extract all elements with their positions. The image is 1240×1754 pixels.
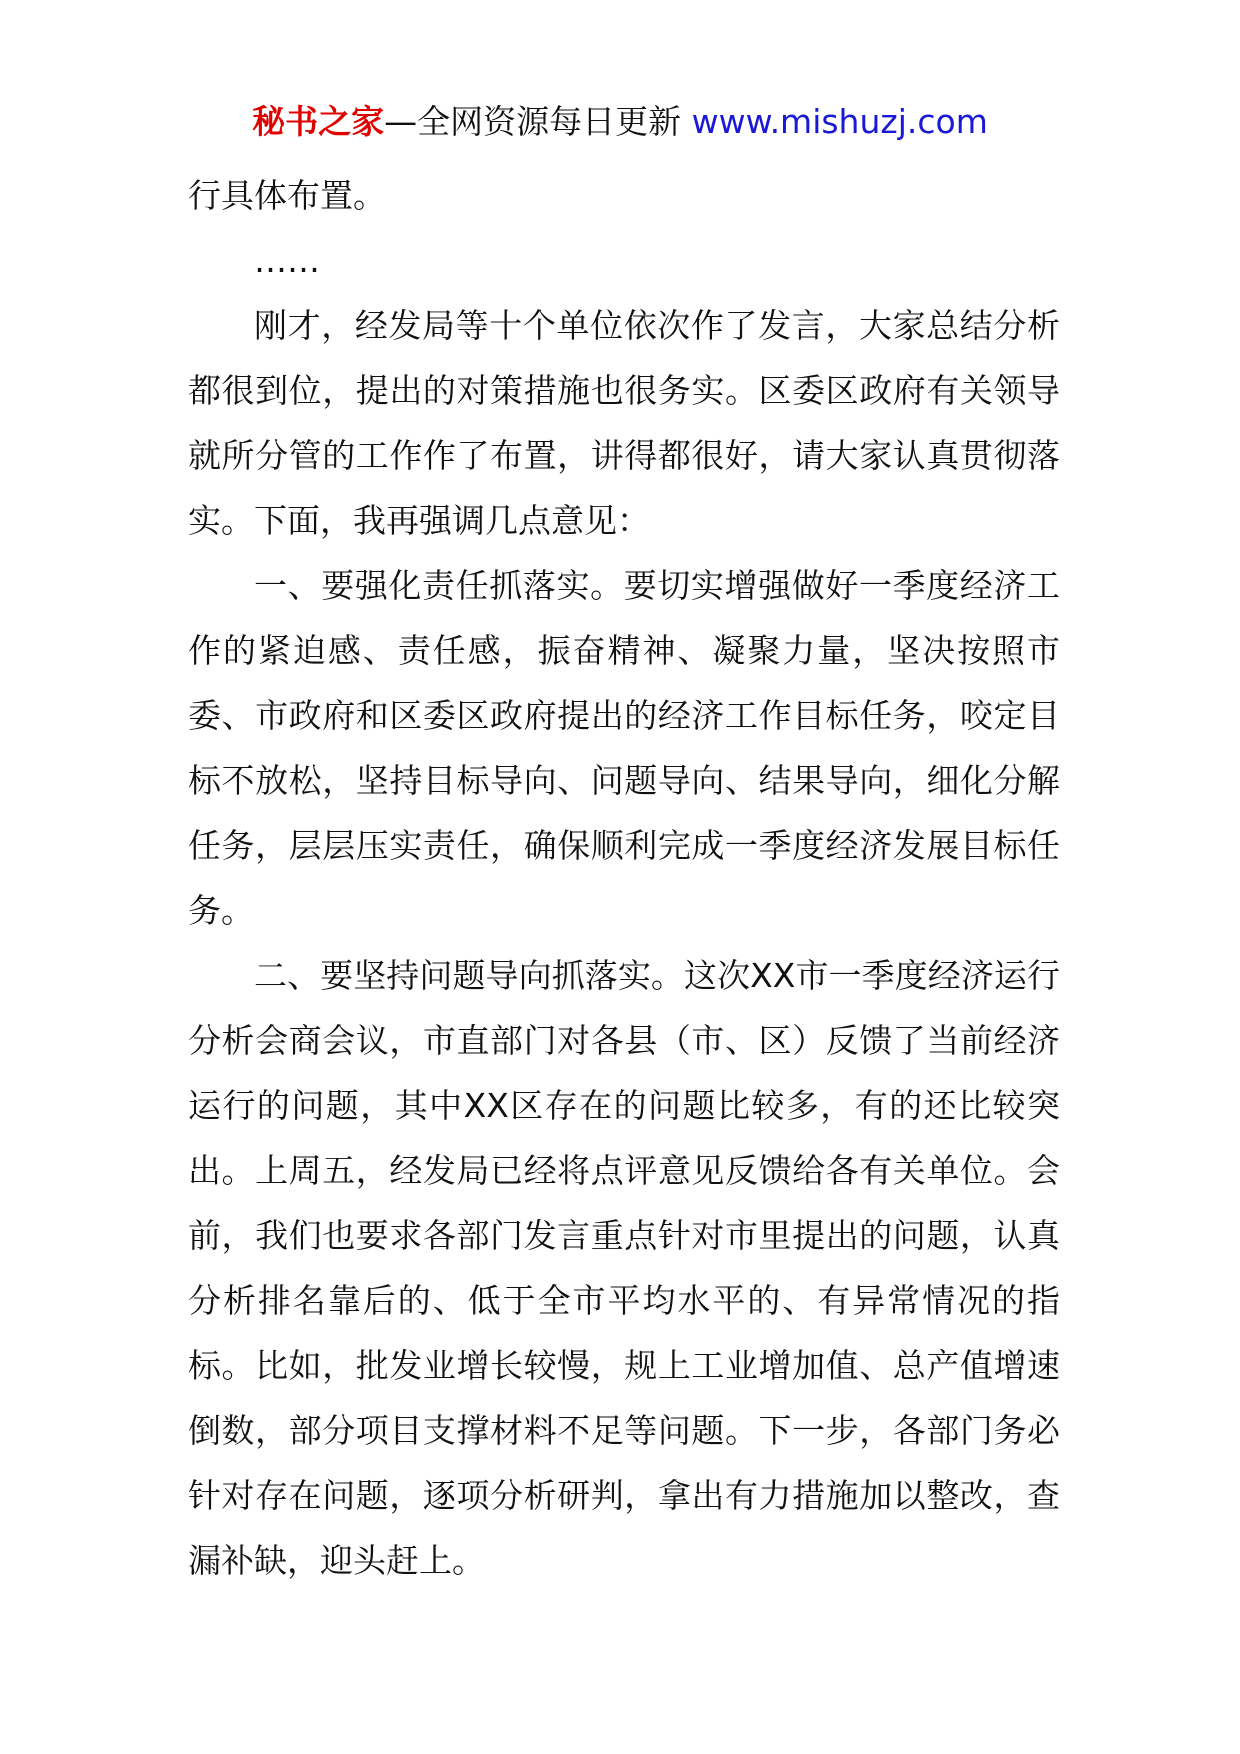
paragraph-ellipsis: …… (254, 241, 320, 280)
document-body (188, 163, 1060, 1593)
header-brand: 秘书之家 (252, 102, 385, 141)
paragraph-point-two: 二、要坚持问题导向抓落实。这次XX市一季度经济运行分析会商会议，市直部门对各县（市、区）反馈了当前经济运行的问题，其中XX区存在的问题比较多，有的还比较突出。上周五，经发局已经将点评意见反馈给各有关单位。会前，我们也要求各部门发言重点针对市里提出的问题，认真分析排名靠后的、低于全市平均水平的、有异常情况的指标。比如，批发业增长较慢，规上工业增加值、总产值增速倒数，部分项目支撑材料不足等问题。下一步，各部门务必针对存在问题，逐项分析研判，拿出有力措施加以整改，查漏补缺，迎头赶上。 (188, 956, 1060, 1580)
header-url-link[interactable]: www.mishuzj.com (691, 102, 988, 141)
paragraph-point-one: 一、要强化责任抓落实。要切实增强做好一季度经济工作的紧迫感、责任感，振奋精神、凝聚力量，坚决按照市委、市政府和区委区政府提出的经济工作目标任务，咬定目标不放松，坚持目标导向、问题导向、结果导向，细化分解任务，层层压实责任，确保顺利完成一季度经济发展目标任务。 (188, 566, 1060, 930)
header-tagline: —全网资源每日更新 (384, 102, 692, 141)
paragraph-continuation: 行具体布置。 (188, 176, 386, 215)
watermark-header (0, 100, 1240, 144)
paragraph-intro: 刚才，经发局等十个单位依次作了发言，大家总结分析都很到位，提出的对策措施也很务实。区委区政府有关领导就所分管的工作作了布置，讲得都很好，请大家认真贯彻落实。下面，我再强调几点意见： (188, 306, 1060, 540)
